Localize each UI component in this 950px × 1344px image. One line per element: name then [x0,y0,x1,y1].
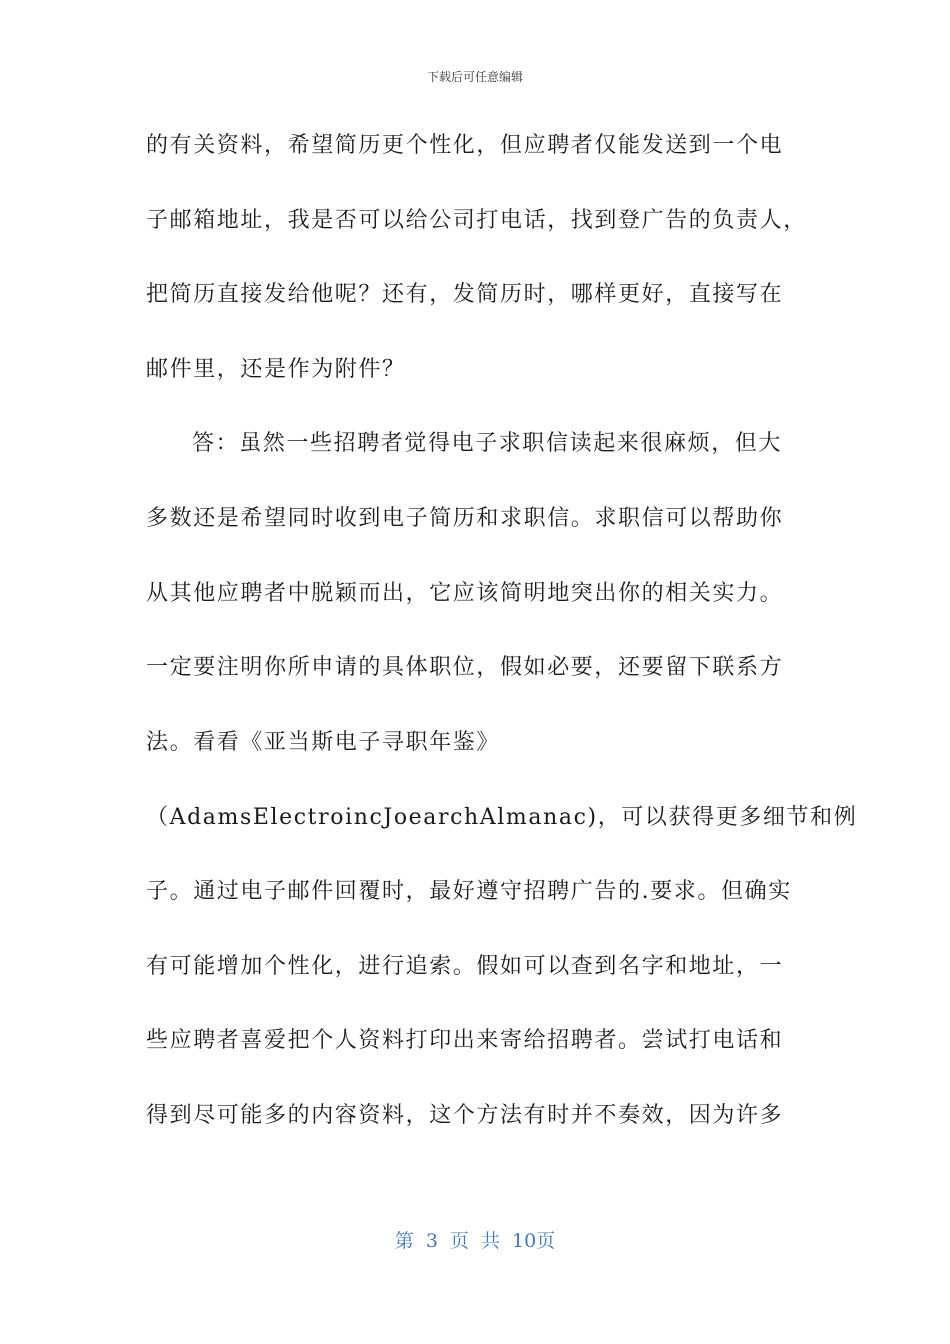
text-line: 有可能增加个性化，进行追索。假如可以查到名字和地址，一 [146,954,784,979]
text-line: 得到尽可能多的内容资料，这个方法有时并不奏效，因为许多 [146,1103,784,1128]
text-line: 邮件里，还是作为附件？ [146,357,406,382]
text-line: 的有关资料，希望简历更个性化，但应聘者仅能发送到一个电 [146,133,784,158]
page-header: 下载后可任意编辑 [426,70,523,84]
text-line: 一定要注明你所申请的具体职位，假如必要，还要留下联系方 [146,655,784,680]
text-line: 答：虽然一些招聘者觉得电子求职信读起来很麻烦，但大 [192,431,783,456]
text-line: 子。通过电子邮件回覆时，最好遵守招聘广告的.要求。但确实 [146,879,792,904]
text-line: 从其他应聘者中脱颖而出，它应该简明地突出你的相关实力。 [146,581,784,606]
text-line: 把简历直接发给他呢？还有，发简历时，哪样更好，直接写在 [146,282,784,307]
text-line: 法。看看《亚当斯电子寻职年鉴》 [146,730,501,755]
text-line: 些应聘者喜爱把个人资料打印出来寄给招聘者。尝试打电话和 [146,1028,784,1053]
text-line: 多数还是希望同时收到电子简历和求职信。求职信可以帮助你 [146,506,784,531]
page-number-footer: 第 3 页 共 10页 [394,1230,556,1252]
text-line: 子邮箱地址，我是否可以给公司打电话，找到登广告的负责人， [146,208,807,233]
text-line: （AdamsElectroincJoearchAlmanac)，可以获得更多细节和例 [146,805,858,830]
